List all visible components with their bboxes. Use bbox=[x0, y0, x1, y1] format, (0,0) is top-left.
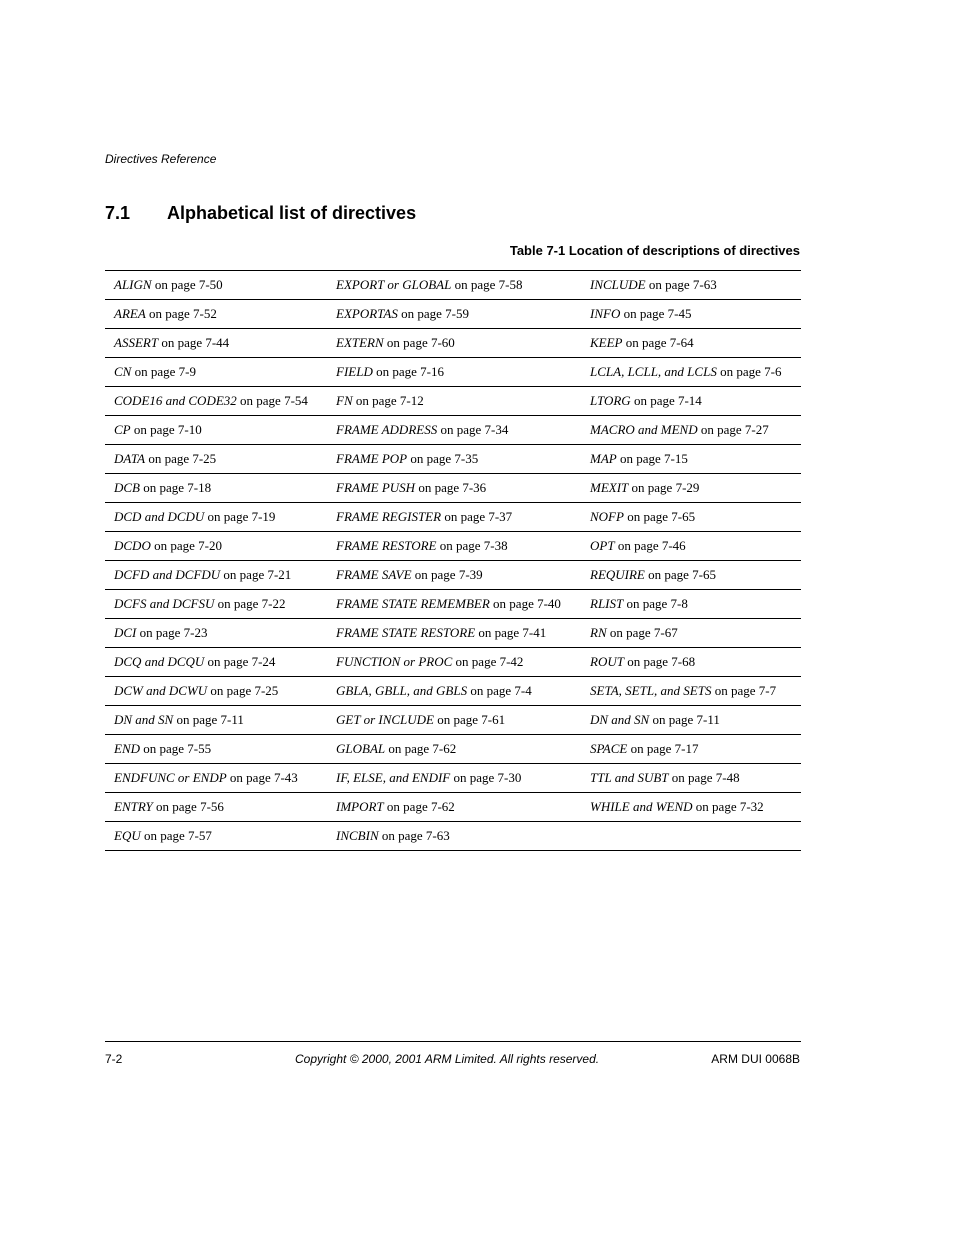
table-cell bbox=[327, 764, 581, 793]
table-cell bbox=[327, 677, 581, 706]
directive-name: ASSERT bbox=[114, 335, 159, 350]
table-cell bbox=[581, 735, 801, 764]
page-reference: on page 7-62 bbox=[383, 799, 455, 814]
table-cell bbox=[327, 387, 581, 416]
footer-doc-id: ARM DUI 0068B bbox=[711, 1052, 800, 1066]
directive-name: CP bbox=[114, 422, 131, 437]
table-cell bbox=[581, 764, 801, 793]
directive-name: DATA bbox=[114, 451, 146, 466]
section-number: 7.1 bbox=[105, 203, 131, 223]
page-reference: on page 7-38 bbox=[436, 538, 508, 553]
table-row bbox=[105, 503, 801, 532]
table-row bbox=[105, 416, 801, 445]
table-cell bbox=[581, 271, 801, 300]
page-reference: on page 7-64 bbox=[622, 335, 694, 350]
page-reference: on page 7-54 bbox=[236, 393, 308, 408]
page-reference: on page 7-57 bbox=[140, 828, 212, 843]
directive-name: EXTERN bbox=[336, 335, 384, 350]
section-heading bbox=[105, 203, 416, 224]
page-reference: on page 7-6 bbox=[716, 364, 782, 379]
page-reference: on page 7-42 bbox=[452, 654, 524, 669]
page-reference: on page 7-39 bbox=[411, 567, 483, 582]
directive-name: FRAME STATE REMEMBER bbox=[336, 596, 490, 611]
table-cell bbox=[105, 735, 327, 764]
table-row bbox=[105, 445, 801, 474]
table-cell bbox=[105, 532, 327, 561]
page-reference: on page 7-58 bbox=[451, 277, 523, 292]
directives-table bbox=[105, 270, 801, 851]
page-reference: on page 7-55 bbox=[140, 741, 212, 756]
table-caption: Table 7-1 Location of descriptions of directives bbox=[509, 243, 800, 258]
directive-name: GBLA, GBLL, and GBLS bbox=[336, 683, 468, 698]
directive-name: OPT bbox=[590, 538, 615, 553]
table-cell bbox=[327, 532, 581, 561]
table-cell bbox=[105, 590, 327, 619]
directive-name: ENTRY bbox=[114, 799, 153, 814]
table-cell bbox=[327, 822, 581, 851]
directive-name: FUNCTION or PROC bbox=[336, 654, 453, 669]
footer-copyright: Copyright © 2000, 2001 ARM Limited. All rights reserved. bbox=[295, 1052, 600, 1066]
page-reference: on page 7-15 bbox=[616, 451, 688, 466]
page-reference: on page 7-61 bbox=[434, 712, 506, 727]
table-row bbox=[105, 735, 801, 764]
table-row bbox=[105, 532, 801, 561]
table-cell bbox=[327, 590, 581, 619]
page-reference: on page 7-56 bbox=[152, 799, 224, 814]
table-cell bbox=[105, 358, 327, 387]
directive-name: SPACE bbox=[590, 741, 628, 756]
table-cell bbox=[581, 532, 801, 561]
table-row bbox=[105, 329, 801, 358]
directive-name: FIELD bbox=[336, 364, 373, 379]
page-reference: on page 7-59 bbox=[397, 306, 469, 321]
table-row bbox=[105, 619, 801, 648]
directive-name: KEEP bbox=[590, 335, 623, 350]
table-cell bbox=[581, 474, 801, 503]
table-row bbox=[105, 271, 801, 300]
directive-name: DCB bbox=[114, 480, 140, 495]
directive-name: AREA bbox=[114, 306, 146, 321]
table-cell bbox=[327, 271, 581, 300]
table-cell bbox=[327, 706, 581, 735]
page-reference: on page 7-21 bbox=[220, 567, 292, 582]
page-reference: on page 7-25 bbox=[207, 683, 279, 698]
page-reference: on page 7-40 bbox=[489, 596, 561, 611]
table-cell bbox=[105, 271, 327, 300]
table-cell bbox=[105, 706, 327, 735]
page-reference: on page 7-22 bbox=[214, 596, 286, 611]
running-header: Directives Reference bbox=[105, 152, 217, 166]
directive-name: EQU bbox=[114, 828, 141, 843]
page-reference: on page 7-20 bbox=[150, 538, 222, 553]
directive-name: DCW and DCWU bbox=[114, 683, 208, 698]
page-reference: on page 7-24 bbox=[204, 654, 276, 669]
table-cell bbox=[581, 416, 801, 445]
page-reference: on page 7-63 bbox=[378, 828, 450, 843]
directive-name: FRAME REGISTER bbox=[336, 509, 442, 524]
table-cell bbox=[105, 561, 327, 590]
table-cell bbox=[581, 387, 801, 416]
page-reference: on page 7-18 bbox=[140, 480, 212, 495]
directive-name: FN bbox=[336, 393, 353, 408]
table-cell bbox=[105, 445, 327, 474]
directive-name: FRAME SAVE bbox=[336, 567, 412, 582]
table-cell bbox=[327, 474, 581, 503]
table-cell bbox=[105, 648, 327, 677]
page-reference: on page 7-50 bbox=[151, 277, 223, 292]
directive-name: INFO bbox=[590, 306, 621, 321]
directive-name: ENDFUNC or ENDP bbox=[114, 770, 227, 785]
page-reference: on page 7-65 bbox=[623, 509, 696, 524]
directive-name: CN bbox=[114, 364, 132, 379]
page-reference: on page 7-7 bbox=[711, 683, 777, 698]
section-title: Alphabetical list of directives bbox=[167, 203, 417, 223]
table-row bbox=[105, 358, 801, 387]
page-reference: on page 7-9 bbox=[131, 364, 196, 379]
directive-name: REQUIRE bbox=[590, 567, 645, 582]
directive-name: CODE16 and CODE32 bbox=[114, 393, 237, 408]
page-reference: on page 7-41 bbox=[475, 625, 547, 640]
directives-table-body bbox=[105, 271, 801, 851]
directive-name: MACRO and MEND bbox=[590, 422, 698, 437]
table-cell bbox=[327, 735, 581, 764]
directive-name: DCFD and DCFDU bbox=[114, 567, 221, 582]
table-row bbox=[105, 793, 801, 822]
page-reference: on page 7-27 bbox=[697, 422, 769, 437]
page-reference: on page 7-35 bbox=[407, 451, 479, 466]
directive-name: MEXIT bbox=[590, 480, 629, 495]
page-reference: on page 7-30 bbox=[450, 770, 522, 785]
directive-name: DCFS and DCFSU bbox=[114, 596, 215, 611]
directive-name: LTORG bbox=[590, 393, 631, 408]
page-reference: on page 7-32 bbox=[692, 799, 764, 814]
table-cell bbox=[105, 387, 327, 416]
directive-name: LCLA, LCLL, and LCLS bbox=[590, 364, 717, 379]
table-row bbox=[105, 387, 801, 416]
table-cell bbox=[581, 300, 801, 329]
table-cell bbox=[105, 503, 327, 532]
page-reference: on page 7-46 bbox=[614, 538, 686, 553]
table-row bbox=[105, 561, 801, 590]
table-cell bbox=[581, 822, 801, 851]
footer-page-number: 7-2 bbox=[105, 1052, 123, 1066]
footer-rule bbox=[105, 1041, 801, 1042]
page-reference: on page 7-8 bbox=[623, 596, 688, 611]
directive-name: RLIST bbox=[590, 596, 624, 611]
directive-name: IMPORT bbox=[336, 799, 384, 814]
table-row bbox=[105, 822, 801, 851]
directive-name: DCDO bbox=[114, 538, 151, 553]
directive-name: FRAME ADDRESS bbox=[336, 422, 438, 437]
table-cell bbox=[327, 793, 581, 822]
directive-name: INCBIN bbox=[336, 828, 379, 843]
page-reference: on page 7-48 bbox=[668, 770, 740, 785]
table-cell bbox=[327, 503, 581, 532]
table-cell bbox=[581, 329, 801, 358]
directive-name: RN bbox=[590, 625, 607, 640]
table-cell bbox=[581, 793, 801, 822]
table-row bbox=[105, 706, 801, 735]
page-reference: on page 7-68 bbox=[623, 654, 696, 669]
directive-name: MAP bbox=[590, 451, 617, 466]
table-cell bbox=[581, 503, 801, 532]
directive-name: SETA, SETL, and SETS bbox=[590, 683, 712, 698]
page-reference: on page 7-60 bbox=[383, 335, 455, 350]
directive-name: GLOBAL bbox=[336, 741, 386, 756]
directive-name: DN and SN bbox=[590, 712, 650, 727]
directive-name: ALIGN bbox=[114, 277, 152, 292]
table-cell bbox=[327, 300, 581, 329]
directive-name: FRAME PUSH bbox=[336, 480, 416, 495]
table-cell bbox=[105, 300, 327, 329]
directive-name: EXPORT or GLOBAL bbox=[336, 277, 452, 292]
page-reference: on page 7-63 bbox=[645, 277, 717, 292]
table-cell bbox=[105, 474, 327, 503]
directive-name: EXPORTAS bbox=[336, 306, 398, 321]
directive-name: ROUT bbox=[590, 654, 624, 669]
table-cell bbox=[581, 358, 801, 387]
table-cell bbox=[581, 445, 801, 474]
table-cell bbox=[105, 329, 327, 358]
table-cell bbox=[327, 416, 581, 445]
page-reference: on page 7-25 bbox=[145, 451, 217, 466]
page-reference: on page 7-11 bbox=[173, 712, 244, 727]
table-cell bbox=[105, 793, 327, 822]
table-cell bbox=[327, 445, 581, 474]
table-cell bbox=[105, 619, 327, 648]
page-reference: on page 7-36 bbox=[415, 480, 487, 495]
directive-name: GET or INCLUDE bbox=[336, 712, 435, 727]
page-reference: on page 7-12 bbox=[352, 393, 424, 408]
table-cell bbox=[581, 619, 801, 648]
table-row bbox=[105, 677, 801, 706]
page-reference: on page 7-4 bbox=[467, 683, 532, 698]
page-reference: on page 7-67 bbox=[606, 625, 678, 640]
table-row bbox=[105, 764, 801, 793]
table-cell bbox=[581, 648, 801, 677]
table-row bbox=[105, 300, 801, 329]
table-cell bbox=[581, 677, 801, 706]
page-reference: on page 7-34 bbox=[437, 422, 509, 437]
table-cell bbox=[105, 677, 327, 706]
table-cell bbox=[327, 358, 581, 387]
page-reference: on page 7-16 bbox=[372, 364, 444, 379]
page-reference: on page 7-52 bbox=[145, 306, 217, 321]
page-reference: on page 7-44 bbox=[158, 335, 230, 350]
directive-name: DN and SN bbox=[114, 712, 174, 727]
table-row bbox=[105, 474, 801, 503]
directive-name: IF, ELSE, and ENDIF bbox=[336, 770, 451, 785]
table-cell bbox=[105, 764, 327, 793]
table-row bbox=[105, 648, 801, 677]
page-reference: on page 7-19 bbox=[204, 509, 276, 524]
directive-name: FRAME STATE RESTORE bbox=[336, 625, 476, 640]
page-reference: on page 7-17 bbox=[627, 741, 699, 756]
page-reference: on page 7-29 bbox=[628, 480, 700, 495]
table-cell bbox=[581, 561, 801, 590]
directive-name: FRAME POP bbox=[336, 451, 408, 466]
page-reference: on page 7-65 bbox=[644, 567, 716, 582]
table-cell bbox=[581, 706, 801, 735]
page-reference: on page 7-37 bbox=[441, 509, 513, 524]
directive-name: DCQ and DCQU bbox=[114, 654, 205, 669]
page-reference: on page 7-14 bbox=[630, 393, 702, 408]
table-cell bbox=[581, 590, 801, 619]
directive-name: WHILE and WEND bbox=[590, 799, 693, 814]
directive-name: NOFP bbox=[590, 509, 624, 524]
table-cell bbox=[105, 822, 327, 851]
table-cell bbox=[327, 619, 581, 648]
table-row bbox=[105, 590, 801, 619]
page-reference: on page 7-62 bbox=[385, 741, 457, 756]
page-reference: on page 7-43 bbox=[226, 770, 298, 785]
table-cell bbox=[327, 648, 581, 677]
directive-name: TTL and SUBT bbox=[590, 770, 669, 785]
directive-name: FRAME RESTORE bbox=[336, 538, 437, 553]
table-cell bbox=[105, 416, 327, 445]
directive-name: DCI bbox=[114, 625, 137, 640]
directive-name: DCD and DCDU bbox=[114, 509, 205, 524]
table-cell bbox=[327, 561, 581, 590]
page-reference: on page 7-45 bbox=[620, 306, 692, 321]
page-reference: on page 7-23 bbox=[136, 625, 208, 640]
directive-name: END bbox=[114, 741, 140, 756]
page-reference: on page 7-10 bbox=[130, 422, 202, 437]
page-reference: on page 7-11 bbox=[649, 712, 720, 727]
directive-name: INCLUDE bbox=[590, 277, 646, 292]
table-cell bbox=[327, 329, 581, 358]
